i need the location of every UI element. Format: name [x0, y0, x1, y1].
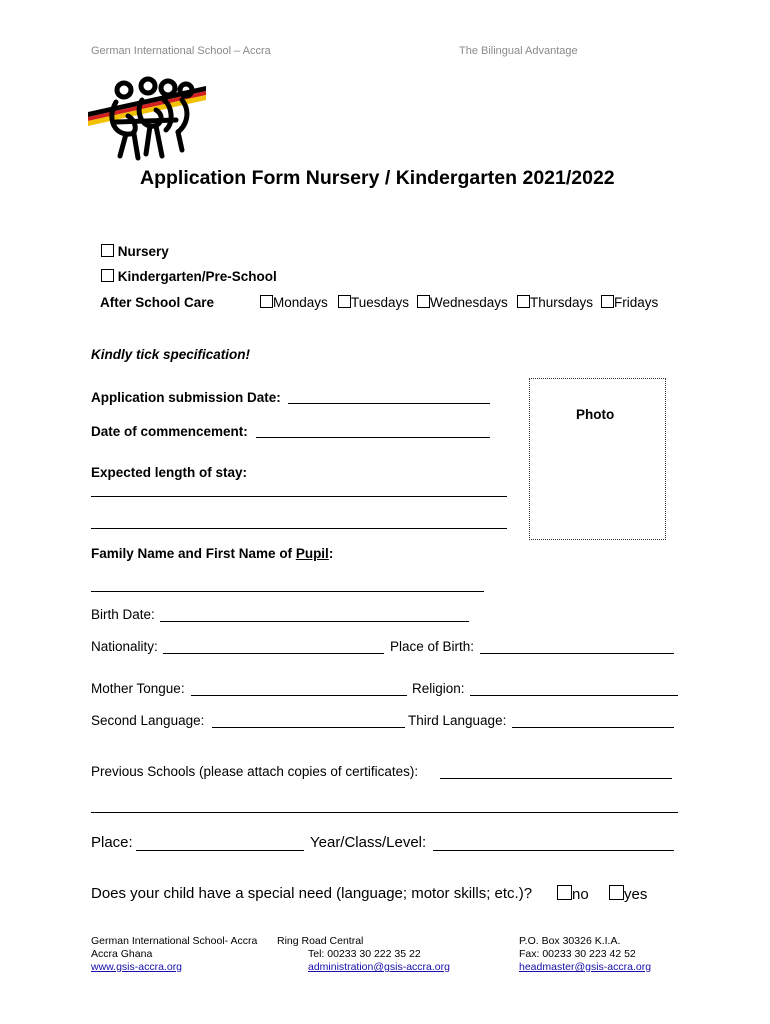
place-of-birth-field[interactable] — [480, 653, 674, 654]
photo-label: Photo — [576, 407, 615, 422]
submission-date-field[interactable] — [288, 403, 490, 404]
previous-schools-field-1[interactable] — [440, 778, 672, 779]
previous-schools-field-2[interactable] — [91, 812, 678, 813]
after-school-care-label: After School Care — [100, 295, 215, 310]
place-label: Place: — [91, 834, 133, 851]
wednesdays-label: Wednesdays — [430, 295, 508, 310]
birth-date-field[interactable] — [160, 621, 469, 622]
second-language-field[interactable] — [212, 727, 405, 728]
mother-tongue-field[interactable] — [191, 695, 407, 696]
submission-date-label: Application submission Date: — [91, 390, 281, 405]
option-nursery[interactable] — [101, 244, 169, 259]
day-thursdays[interactable] — [517, 295, 593, 310]
place-of-birth-label: Place of Birth: — [390, 639, 475, 654]
no-checkbox[interactable] — [557, 885, 572, 900]
yes-label: yes — [624, 886, 648, 903]
header-tagline: The Bilingual Advantage — [459, 45, 578, 57]
mondays-label: Mondays — [273, 295, 328, 310]
third-language-field[interactable] — [512, 727, 674, 728]
footer-column-3 — [519, 935, 651, 974]
tuesdays-checkbox[interactable] — [338, 295, 351, 308]
header-school-name: German International School – Accra — [91, 45, 271, 57]
photo-box[interactable] — [529, 378, 666, 540]
option-kindergarten[interactable] — [101, 269, 277, 284]
year-class-label: Year/Class/Level: — [310, 834, 427, 851]
religion-label: Religion: — [412, 681, 465, 696]
second-language-label: Second Language: — [91, 713, 205, 728]
footer-street: Ring Road Central — [277, 935, 364, 947]
birth-date-label: Birth Date: — [91, 607, 155, 622]
no-label: no — [572, 886, 589, 903]
thursdays-checkbox[interactable] — [517, 295, 530, 308]
footer-city: Accra Ghana — [91, 948, 153, 960]
pupil-name-field[interactable] — [91, 591, 484, 592]
pupil-name-suffix: : — [328, 546, 334, 561]
school-logo — [86, 76, 212, 164]
day-mondays[interactable] — [260, 295, 328, 310]
footer-fax: Fax: 00233 30 223 42 52 — [519, 948, 636, 960]
nationality-field[interactable] — [163, 653, 384, 654]
wednesdays-checkbox[interactable] — [417, 295, 430, 308]
footer-tel: Tel: 00233 30 222 35 22 — [308, 948, 421, 960]
mother-tongue-label: Mother Tongue: — [91, 681, 185, 696]
commencement-field[interactable] — [256, 437, 490, 438]
footer-column-1 — [91, 935, 257, 974]
special-need-question: Does your child have a special need (language; motor skills; etc.)? — [91, 885, 533, 902]
thursdays-label: Thursdays — [530, 295, 594, 310]
commencement-label: Date of commencement: — [91, 424, 248, 439]
kindergarten-label: Kindergarten/Pre-School — [117, 269, 277, 284]
footer-po-box: P.O. Box 30326 K.I.A. — [519, 935, 621, 947]
nursery-label: Nursery — [117, 244, 169, 259]
day-fridays[interactable] — [601, 295, 658, 310]
length-of-stay-field-1[interactable] — [91, 496, 507, 497]
religion-field[interactable] — [470, 695, 678, 696]
pupil-name-label — [91, 546, 333, 561]
nationality-label: Nationality: — [91, 639, 158, 654]
footer-headmaster-email-link[interactable]: headmaster@gsis-accra.org — [519, 961, 652, 973]
previous-schools-label: Previous Schools (please attach copies of certificates): — [91, 764, 419, 779]
place-field[interactable] — [136, 850, 304, 851]
kindergarten-checkbox[interactable] — [101, 269, 114, 282]
fridays-checkbox[interactable] — [601, 295, 614, 308]
special-need-no[interactable] — [557, 885, 589, 903]
length-of-stay-field-2[interactable] — [91, 528, 507, 529]
instruction-text: Kindly tick specification! — [91, 347, 251, 362]
fridays-label: Fridays — [614, 295, 659, 310]
footer-admin-email-link[interactable]: administration@gsis-accra.org — [308, 961, 450, 973]
mondays-checkbox[interactable] — [260, 295, 273, 308]
tuesdays-label: Tuesdays — [351, 295, 410, 310]
nursery-checkbox[interactable] — [101, 244, 114, 257]
year-class-field[interactable] — [433, 850, 674, 851]
pupil-name-word: Pupil — [295, 546, 329, 561]
footer-website-link[interactable]: www.gsis-accra.org — [91, 961, 183, 973]
footer-column-2 — [277, 935, 450, 974]
pupil-name-prefix: Family Name and First Name of — [91, 546, 296, 561]
special-need-yes[interactable] — [609, 885, 647, 903]
third-language-label: Third Language: — [408, 713, 507, 728]
yes-checkbox[interactable] — [609, 885, 624, 900]
footer-school-name: German International School- Accra — [91, 935, 258, 947]
day-tuesdays[interactable] — [338, 295, 409, 310]
page-title: Application Form Nursery / Kindergarten 2021/2022 — [140, 167, 615, 189]
length-of-stay-label: Expected length of stay: — [91, 465, 248, 480]
day-wednesdays[interactable] — [417, 295, 508, 310]
